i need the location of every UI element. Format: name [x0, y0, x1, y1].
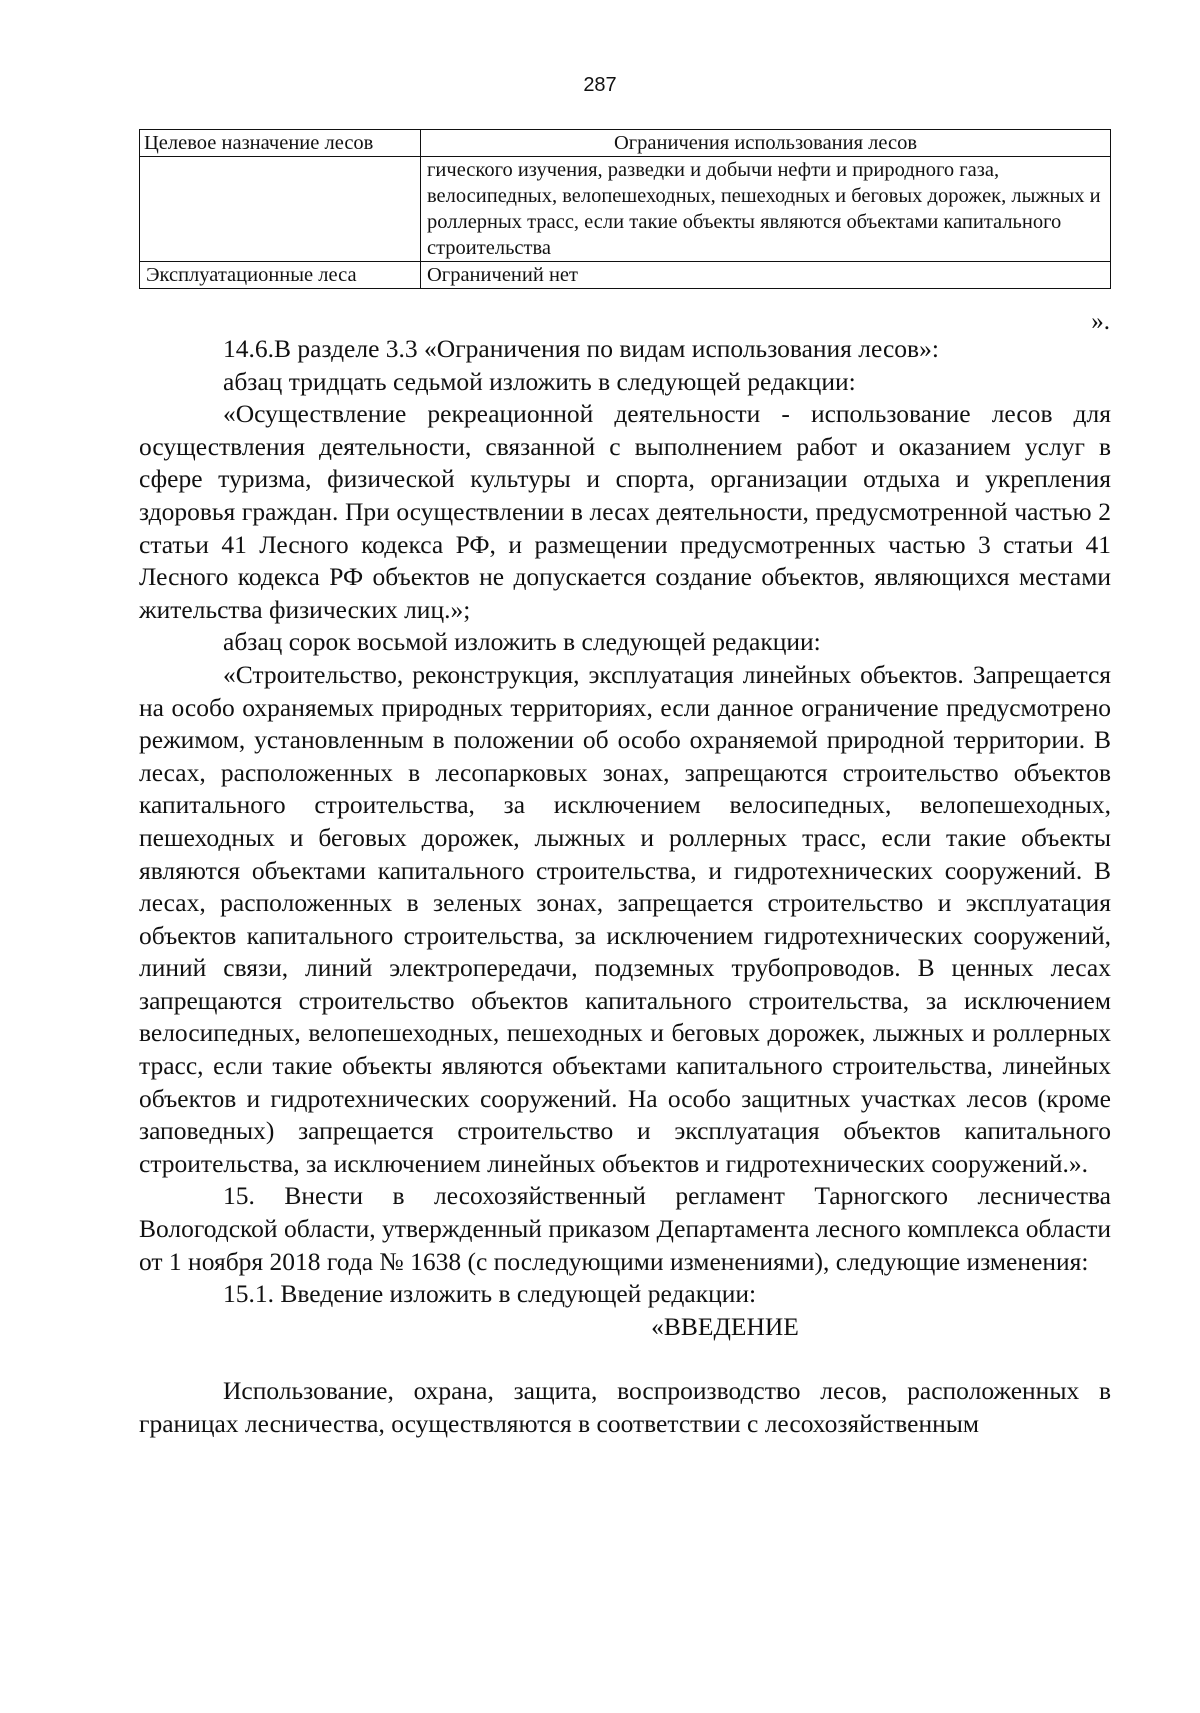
table-header-row [140, 130, 1111, 157]
paragraph-section-15-1: 15.1. Введение изложить в следующей редакции: [223, 1279, 757, 1309]
paragraph-instruction-48: абзац сорок восьмой изложить в следующей редакции: [223, 627, 821, 657]
introduction-heading: «ВВЕДЕНИЕ [651, 1311, 799, 1341]
table-row [140, 157, 1111, 262]
page-number: 287 [583, 74, 617, 96]
paragraph-section-14-6: 14.6.В разделе 3.3 «Ограничения по видам использования лесов»: [223, 334, 939, 363]
paragraph-section-15: 15. Внести в лесохозяйственный регламент Тарногского лесничества Вологодской области, утвержденный приказом Департамента лесного комплекса области от 1 ноября 2018 года № 1638 (с последующими изменениями), следующие изменения: [139, 1181, 1111, 1276]
table-cell-purpose: Эксплуатационные леса [140, 262, 421, 289]
table-cell-purpose [140, 157, 421, 262]
table-row [140, 262, 1111, 289]
table-header-purpose: Целевое назначение лесов [140, 130, 421, 157]
paragraph-construction: «Строительство, реконструкция, эксплуатация линейных объектов. Запрещается на особо охраняемых природных территориях, если данное ограничение предусмотрено режимом, установленным в положении об особо охраняемой природной территории. В лесах, расположенных в лесопарковых зонах, запрещаются строительство объектов капитального строительства, за исключением велосипедных, велопешеходных, пешеходных и беговых дорожек, лыжных и роллерных трасс, если такие объекты являются объектами капитального строительства, и гидротехнических сооружений. В лесах, расположенных в зеленых зонах, запрещается строительство и эксплуатация объектов капитального строительства, за исключением гидротехнических сооружений, линий связи, линий электропередачи, подземных трубопроводов. В ценных лесах запрещаются строительство объектов капитального строительства, за исключением велосипедных, велопешеходных, пешеходных и беговых дорожек, лыжных и роллерных трасс, если такие объекты являются объектами капитального строительства, линейных объектов и гидротехнических сооружений. На особо защитных участках лесов (кроме заповедных) запрещается строительство и эксплуатация объектов капитального строительства, за исключением линейных объектов и гидротехнических сооружений.». [139, 659, 1111, 1178]
table-cell-restriction: Ограничений нет [421, 262, 1111, 289]
table-header-restrictions: Ограничения использования лесов [421, 130, 1111, 157]
forest-restrictions-table [139, 129, 1111, 289]
document-body [139, 333, 1111, 1441]
table-cell-restriction: гического изучения, разведки и добычи нефти и природного газа, велосипедных, велопешеходных, пешеходных и беговых дорожек, лыжных и роллерных трасс, если такие объекты являются объектами капитального строительства [421, 157, 1111, 262]
paragraph-introduction: Использование, охрана, защита, воспроизводство лесов, расположенных в границах лесничества, осуществляются в соответствии с лесохозяйственным [139, 1376, 1111, 1438]
paragraph-instruction-37: абзац тридцать седьмой изложить в следующей редакции: [223, 366, 856, 396]
closing-quote: ». [1091, 308, 1110, 335]
paragraph-recreation: «Осуществление рекреационной деятельности - использование лесов для осуществления деятельности, связанной с выполнением работ и оказанием услуг в сфере туризма, физической культуры и спорта, организации отдыха и укрепления здоровья граждан. При осуществлении в лесах деятельности, предусмотренной частью 2 статьи 41 Лесного кодекса РФ, и размещении предусмотренных частью 3 статьи 41 Лесного кодекса РФ объектов не допускается создание объектов, являющихся местами жительства физических лиц.»; [139, 399, 1111, 624]
